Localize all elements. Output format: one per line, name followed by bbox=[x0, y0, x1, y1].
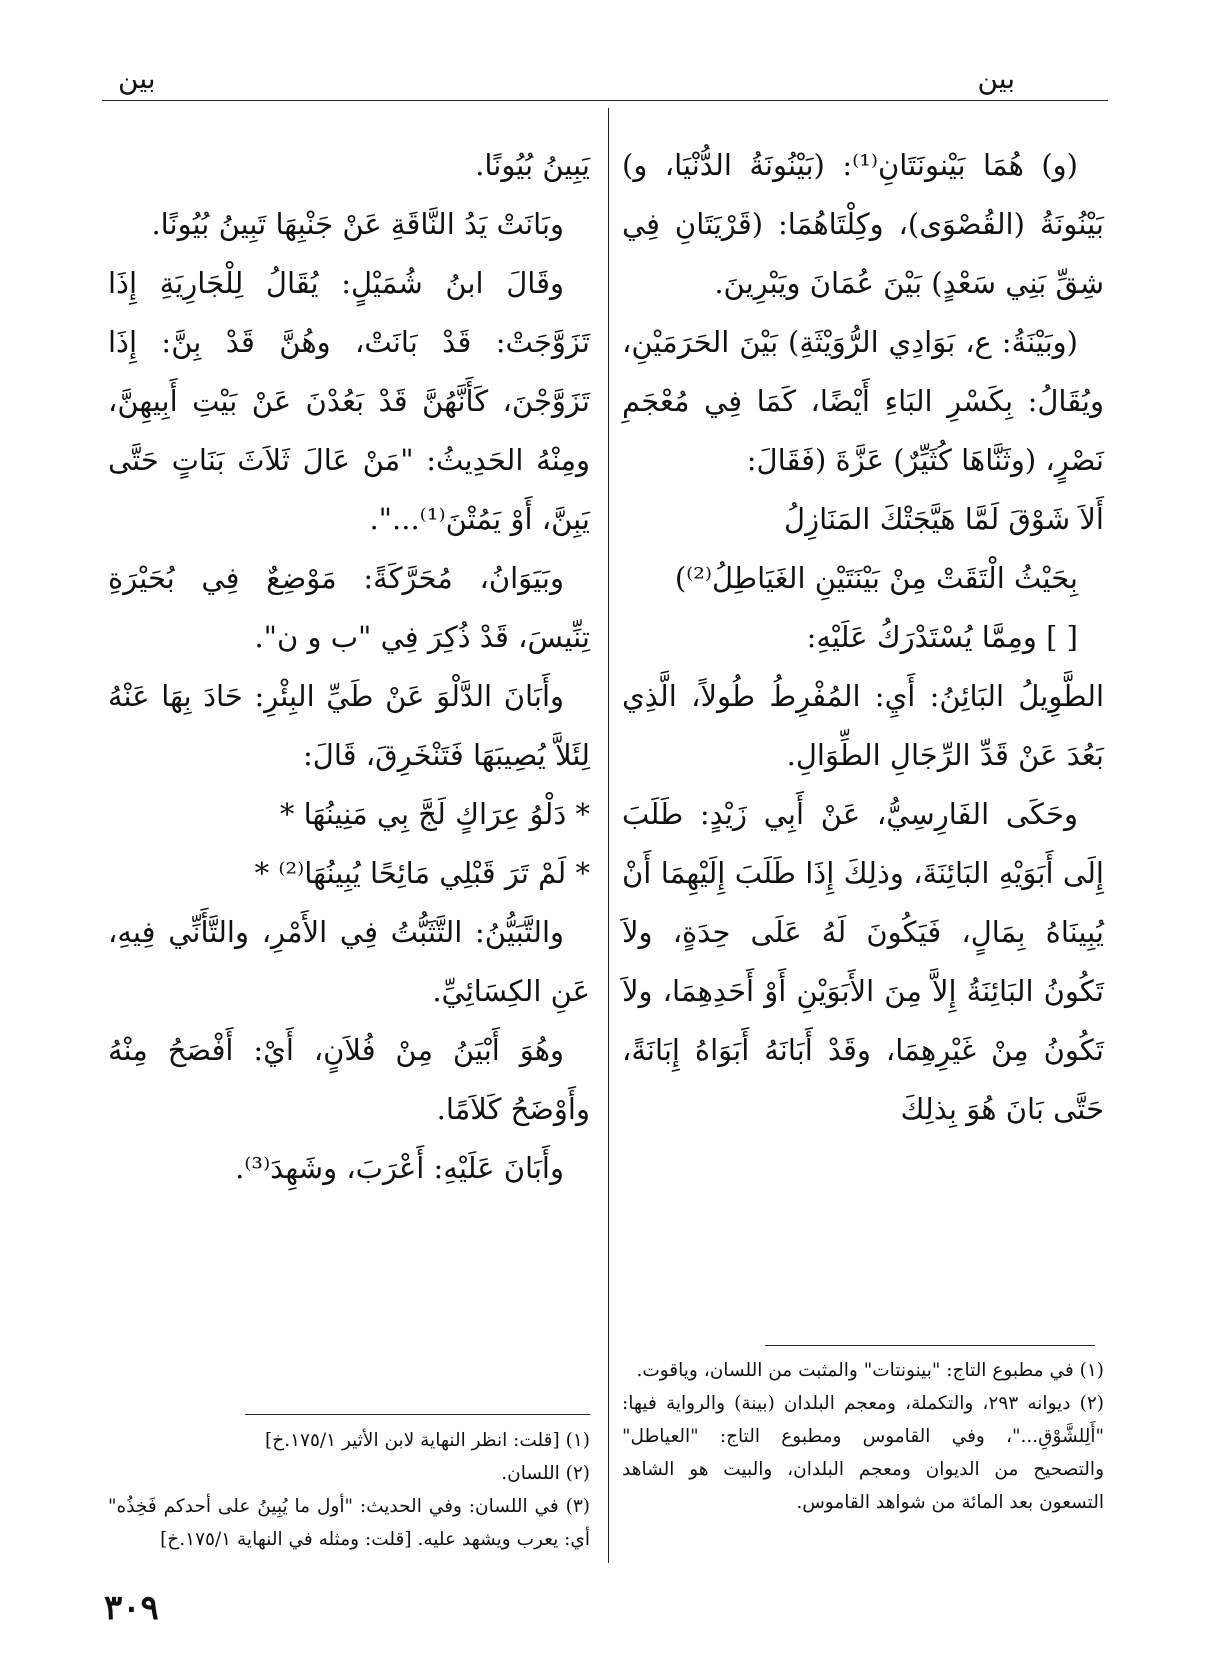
verse-line: بِحَيْثُ الْتَقَتْ مِنْ بَيْنَتَيْنِ الغَيَاطِلُ⁽²⁾) bbox=[674, 561, 1078, 595]
paragraph: وبَانَتْ يَدُ النَّاقَةِ عَنْ جَنْبِهَا تَبِينُ بُيُونًا. bbox=[151, 207, 564, 241]
footnote: (١) في مطبوع التاج: "بينونتات" والمثبت من اللسان، وياقوت. bbox=[636, 1360, 1104, 1381]
footnote: (٢) اللسان. bbox=[501, 1463, 590, 1484]
page-number: ٣٠٩ bbox=[104, 1588, 159, 1628]
paragraph: وقَالَ ابنُ شُمَيْلٍ: يُقَالُ لِلْجَارِيَةِ إِذَا تَزَوَّجَتْ: قَدْ بَانَتْ، وهُنَّ قَدْ بِنَّ: إِذَا تَزَوَّجْنَ، كَأَنَّهُنَّ قَدْ بَعُدْنَ عَنْ بَيْتِ أَبِيهِنَّ، ومِنْهُ الحَدِيثُ: "مَنْ عَالَ ثَلاَثَ بَنَاتٍ حَتَّى يَبِنَّ، أَوْ يَمُتْنَ⁽¹⁾...". bbox=[108, 266, 590, 536]
paragraph: الطَّوِيلُ البَائِنُ: أَيِ: المُفْرِطُ طُولاً، الَّذِي بَعُدَ عَنْ قَدِّ الرِّجَالِ الطِّوَالِ. bbox=[622, 679, 1104, 772]
left-column bbox=[108, 136, 590, 1198]
header-word-right: بين bbox=[977, 62, 1015, 95]
right-column bbox=[622, 136, 1104, 1139]
paragraph: وهُوَ أَبْيَنُ مِنْ فُلاَنٍ، أَيْ: أَفْصَحُ مِنْهُ وأَوْضَحُ كَلاَمًا. bbox=[108, 1033, 590, 1126]
paragraph: [ ] ومِمَّا يُسْتَدْرَكُ عَلَيْهِ: bbox=[806, 620, 1078, 654]
footnote-rule-left bbox=[245, 1414, 590, 1415]
footnotes-right bbox=[622, 1354, 1104, 1519]
paragraph: والتَّبَيُّنُ: التَّثَبُّتُ فِي الأَمْرِ، والتَّأَنِّي فِيهِ، عَنِ الكِسَائِيِّ. bbox=[108, 915, 590, 1008]
verse-line: أَلاَ شَوْقَ لَمَّا هَيَّجَتْكَ المَنَازِلُ bbox=[784, 502, 1104, 536]
footnote: (٢) ديوانه ٢٩٣، والتكملة، ومعجم البلدان (بينة) والرواية فيها: "أَلِلشَّوْقِ..."، وفي القاموس ومطبوع التاج: "العياطل" والتصحيح من الديوان ومعجم البلدان، والبيت هو الشاهد التسعون بعد المائة من شواهد القاموس. bbox=[622, 1393, 1105, 1513]
footnotes-left bbox=[108, 1424, 590, 1556]
paragraph: وأَبَانَ عَلَيْهِ: أَعْرَبَ، وشَهِدَ⁽³⁾. bbox=[235, 1151, 564, 1185]
footnote-rule-right bbox=[765, 1345, 1095, 1346]
footnote: (١) [قلت: انظر النهاية لابن الأثير ١٧٥/١.خ] bbox=[265, 1430, 590, 1451]
verse-line: * لَمْ تَرَ قَبْلِي مَائِحًا يُبِينُهَا⁽²⁾ * bbox=[254, 856, 590, 890]
paragraph: يَبِينُ بُيُونًا. bbox=[475, 148, 590, 182]
paragraph: وبَيَوَانُ، مُحَرَّكَةً: مَوْضِعٌ فِي بُحَيْرَةِ تِنِّيسَ، قَدْ ذُكِرَ فِي "ب و ن". bbox=[108, 561, 590, 654]
paragraph: (و) هُمَا بَيْنونَتَانِ⁽¹⁾: (بَيْنُونَةُ الدُّنْيَا، و) بَيْنُونَةُ (القُصْوَى)، وكِلْتَاهُمَا: (قَرْيَتَانِ فِي شِقِّ بَنِي سَعْدٍ) بَيْنَ عُمَانَ ويَبْرِينَ. bbox=[622, 148, 1104, 300]
paragraph: وحَكَى الفَارِسِيُّ، عَنْ أَبِي زَيْدٍ: طَلَبَ إِلَى أَبَوَيْهِ البَائِنَةَ، وذلِكَ إِذَا طَلَبَ إِلَيْهِمَا أَنْ يُبِينَاهُ بِمَالٍ، فَيَكُونَ لَهُ عَلَى حِدَةٍ، ولاَ تَكُونُ البَائِنَةُ إِلاَّ مِنَ الأَبَوَيْنِ أَوْ أَحَدِهِمَا، ولاَ تَكُونُ مِنْ غَيْرِهِمَا، وقَدْ أَبَانَهُ أَبَوَاهُ إِبَانَةً، حَتَّى بَانَ هُوَ بِذلِكَ bbox=[622, 797, 1104, 1126]
paragraph: وأَبَانَ الدَّلْوَ عَنْ طَيِّ البِئْرِ: حَادَ بِهَا عَنْهُ لِئَلاَّ يُصِيبَهَا فَتَنْخَرِقَ، قَالَ: bbox=[108, 679, 590, 772]
paragraph: (وبَيْنَةُ: ع، بَوَادِي الرُّوَيْثَةِ) بَيْنَ الحَرَمَيْنِ، ويُقَالُ: بِكَسْرِ البَاءِ أَيْضًا، كَمَا فِي مُعْجَمِ نَصْرٍ، (وثَنَّاهَا كُثَيِّرٌ) عَزَّةَ (فَقَالَ: bbox=[622, 325, 1104, 477]
header-word-left: بين bbox=[118, 62, 156, 95]
verse-line: * دَلْوُ عِرَاكٍ لَجَّ بِي مَنِينُهَا * bbox=[279, 797, 590, 831]
column-divider bbox=[608, 108, 609, 1563]
header-rule bbox=[102, 100, 1108, 101]
footnote: (٣) في اللسان: وفي الحديث: "أول ما يُبِينُ على أحدكم فَخِذُه" أي: يعرب ويشهد عليه. [قلت: ومثله في النهاية ١٧٥/١.خ] bbox=[108, 1496, 590, 1550]
